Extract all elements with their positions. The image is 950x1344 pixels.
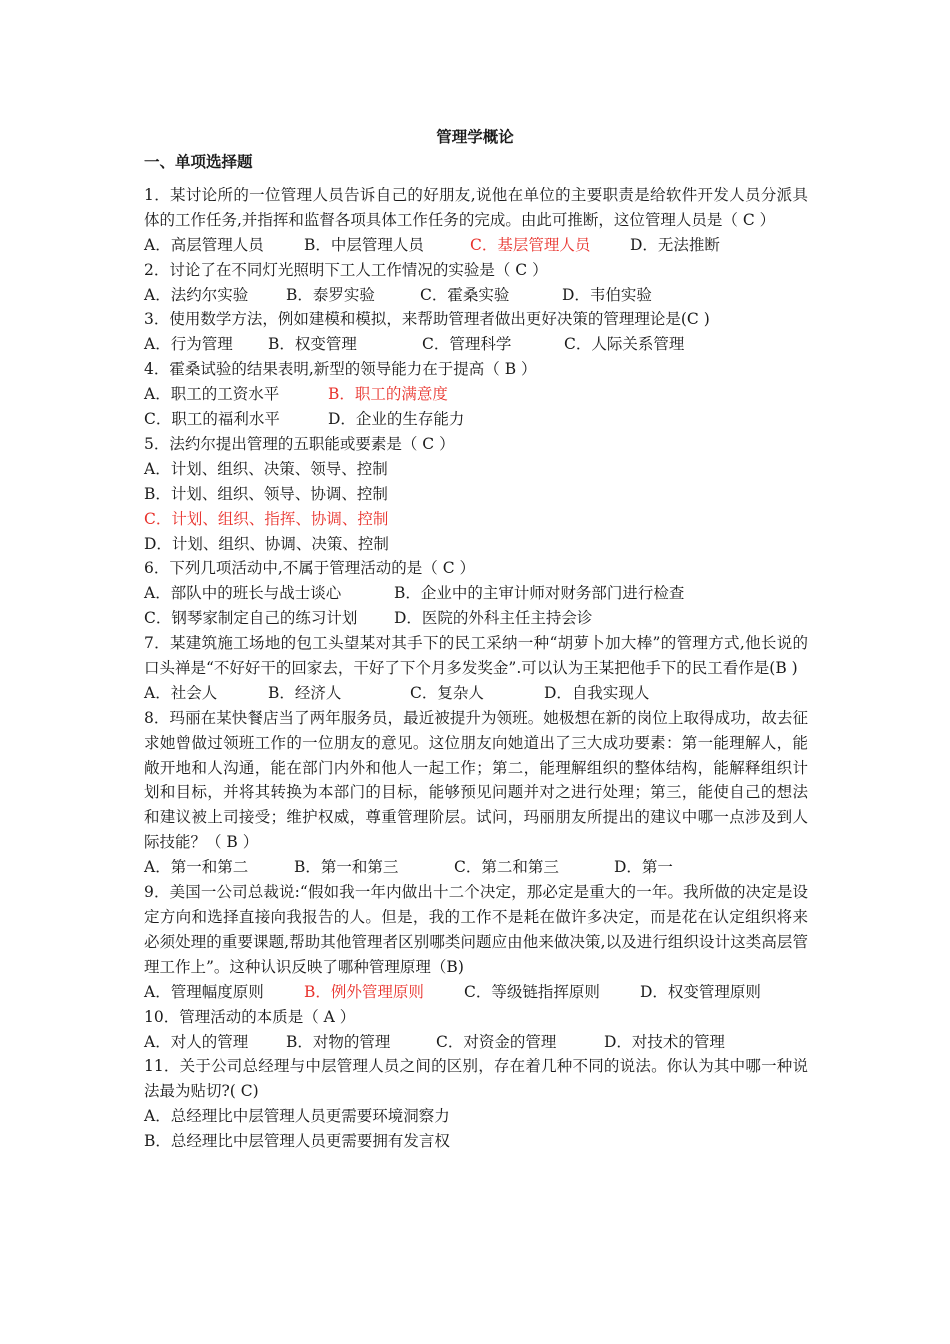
option: B．权变管理 <box>268 335 357 354</box>
option: D．企业的生存能力 <box>328 410 465 429</box>
question-stem: 11．关于公司总经理与中层管理人员之间的区别，存在着几种不同的说法。你认为其中哪一种说法最为贴切?( C) <box>144 1057 808 1101</box>
option-correct: C．计划、组织、指挥、协调、控制 <box>144 509 389 528</box>
option: A．行为管理 <box>144 335 233 354</box>
option: C．等级链指挥原则 <box>464 982 600 1001</box>
option: D．权变管理原则 <box>640 982 761 1001</box>
question-stem: 5．法约尔提出管理的五职能或要素是（ C ） <box>144 434 455 453</box>
option: D．对技术的管理 <box>604 1032 725 1051</box>
option: B．总经理比中层管理人员更需要拥有发言权 <box>144 1132 450 1151</box>
option-row <box>144 283 808 308</box>
option: C．钢琴家制定自己的练习计划 <box>144 609 358 628</box>
option: C．霍桑实验 <box>420 285 510 304</box>
option: B．计划、组织、领导、协调、控制 <box>144 484 388 503</box>
option: A．法约尔实验 <box>144 285 249 304</box>
question-stem: 3．使用数学方法，例如建模和模拟，来帮助管理者做出更好决策的管理理论是(C ) <box>144 310 710 329</box>
option: A．职工的工资水平 <box>144 385 280 404</box>
question-stem: 10．管理活动的本质是（ A ） <box>144 1007 356 1026</box>
option: A．社会人 <box>144 683 218 702</box>
option-row <box>144 606 808 631</box>
option: D．自我实现人 <box>544 683 650 702</box>
option-row <box>144 233 808 258</box>
question-stem: 2．讨论了在不同灯光照明下工人工作情况的实验是（ C ） <box>144 260 548 279</box>
option: A．高层管理人员 <box>144 235 264 254</box>
document-title: 管理学概论 <box>436 128 514 146</box>
option: D．第一 <box>614 858 673 877</box>
question-stem: 1．某讨论所的一位管理人员告诉自己的好朋友,说他在单位的主要职责是给软件开发人员分派具体的工作任务,并指挥和监督各项具体工作任务的完成。由此可推断，这位管理人员是（ C ） <box>144 186 808 229</box>
option: A．管理幅度原则 <box>144 982 264 1001</box>
option: D．计划、组织、协调、决策、控制 <box>144 534 389 553</box>
option: C．第二和第三 <box>454 858 559 877</box>
option-row <box>144 382 808 407</box>
question-stem: 6．下列几项活动中,不属于管理活动的是（ C ） <box>144 559 476 578</box>
option: C．人际关系管理 <box>564 335 685 354</box>
option-correct: B．职工的满意度 <box>328 385 448 404</box>
option: D．无法推断 <box>630 235 720 254</box>
section-heading: 一、单项选择题 <box>144 153 253 171</box>
option: B．中层管理人员 <box>304 235 424 254</box>
option: A．总经理比中层管理人员更需要环境洞察力 <box>144 1107 450 1126</box>
option: D．韦伯实验 <box>562 285 652 304</box>
question-list <box>144 183 808 1154</box>
question-stem: 8．玛丽在某快餐店当了两年服务员，最近被提升为领班。她极想在新的岗位上取得成功，故去征求她曾做过领班工作的一位朋友的意见。这位朋友向她道出了三大成功要素：第一能理解人，能敞开地和人沟通，能在部门内外和他人一起工作；第二，能理解组织的整体结构，能解释组织计划和目标，并将其转换为本部门的目标，能够预见问题并对之进行处理；第三，能使自己的想法和建议被上司接受；维护权威，尊重管理阶层。试问，玛丽朋友所提出的建议中哪一点涉及到人际技能？（ B ） <box>144 708 808 852</box>
option-correct: B．例外管理原则 <box>304 982 424 1001</box>
option-row <box>144 407 808 432</box>
option-row <box>144 332 808 357</box>
option: B．对物的管理 <box>286 1032 391 1051</box>
option: C．管理科学 <box>422 335 512 354</box>
option-row <box>144 855 808 880</box>
option: B．企业中的主审计师对财务部门进行检查 <box>394 584 685 603</box>
question-stem: 7．某建筑施工场地的包工头望某对其手下的民工采纳一种“胡萝卜加大棒”的管理方式,他长说的口头禅是“不好好干的回家去，干好了下个月多发奖金”.可以认为王某把他手下的民工看作是(B ) <box>144 634 808 677</box>
option: A．对人的管理 <box>144 1032 249 1051</box>
option: D．医院的外科主任主持会诊 <box>394 609 593 628</box>
question-stem: 9．美国一公司总裁说:“假如我一年内做出十二个决定，那必定是重大的一年。我所做的决定是设定方向和选择直接向我报告的人。但是，我的工作不是耗在做许多决定，而是花在认定组织将来必须处理的重要课题,帮助其他管理者区别哪类问题应由他来做决策,以及进行组织设计这类高层管理工作上”。这种认识反映了哪种管理原理（B) <box>144 883 808 976</box>
option: A．第一和第二 <box>144 858 249 877</box>
option-row <box>144 681 808 706</box>
option-row <box>144 980 808 1005</box>
option: C．职工的福利水平 <box>144 410 280 429</box>
option-correct: C．基层管理人员 <box>470 235 591 254</box>
option: C．复杂人 <box>410 683 484 702</box>
option: B．泰罗实验 <box>286 285 375 304</box>
option-row <box>144 581 808 606</box>
option-row <box>144 1030 808 1055</box>
option: A．部队中的班长与战士谈心 <box>144 584 342 603</box>
option: B．经济人 <box>268 683 342 702</box>
option: A．计划、组织、决策、领导、控制 <box>144 459 388 478</box>
option: C．对资金的管理 <box>436 1032 557 1051</box>
option: B．第一和第三 <box>294 858 399 877</box>
question-stem: 4．霍桑试验的结果表明,新型的领导能力在于提高（ B ） <box>144 360 537 379</box>
